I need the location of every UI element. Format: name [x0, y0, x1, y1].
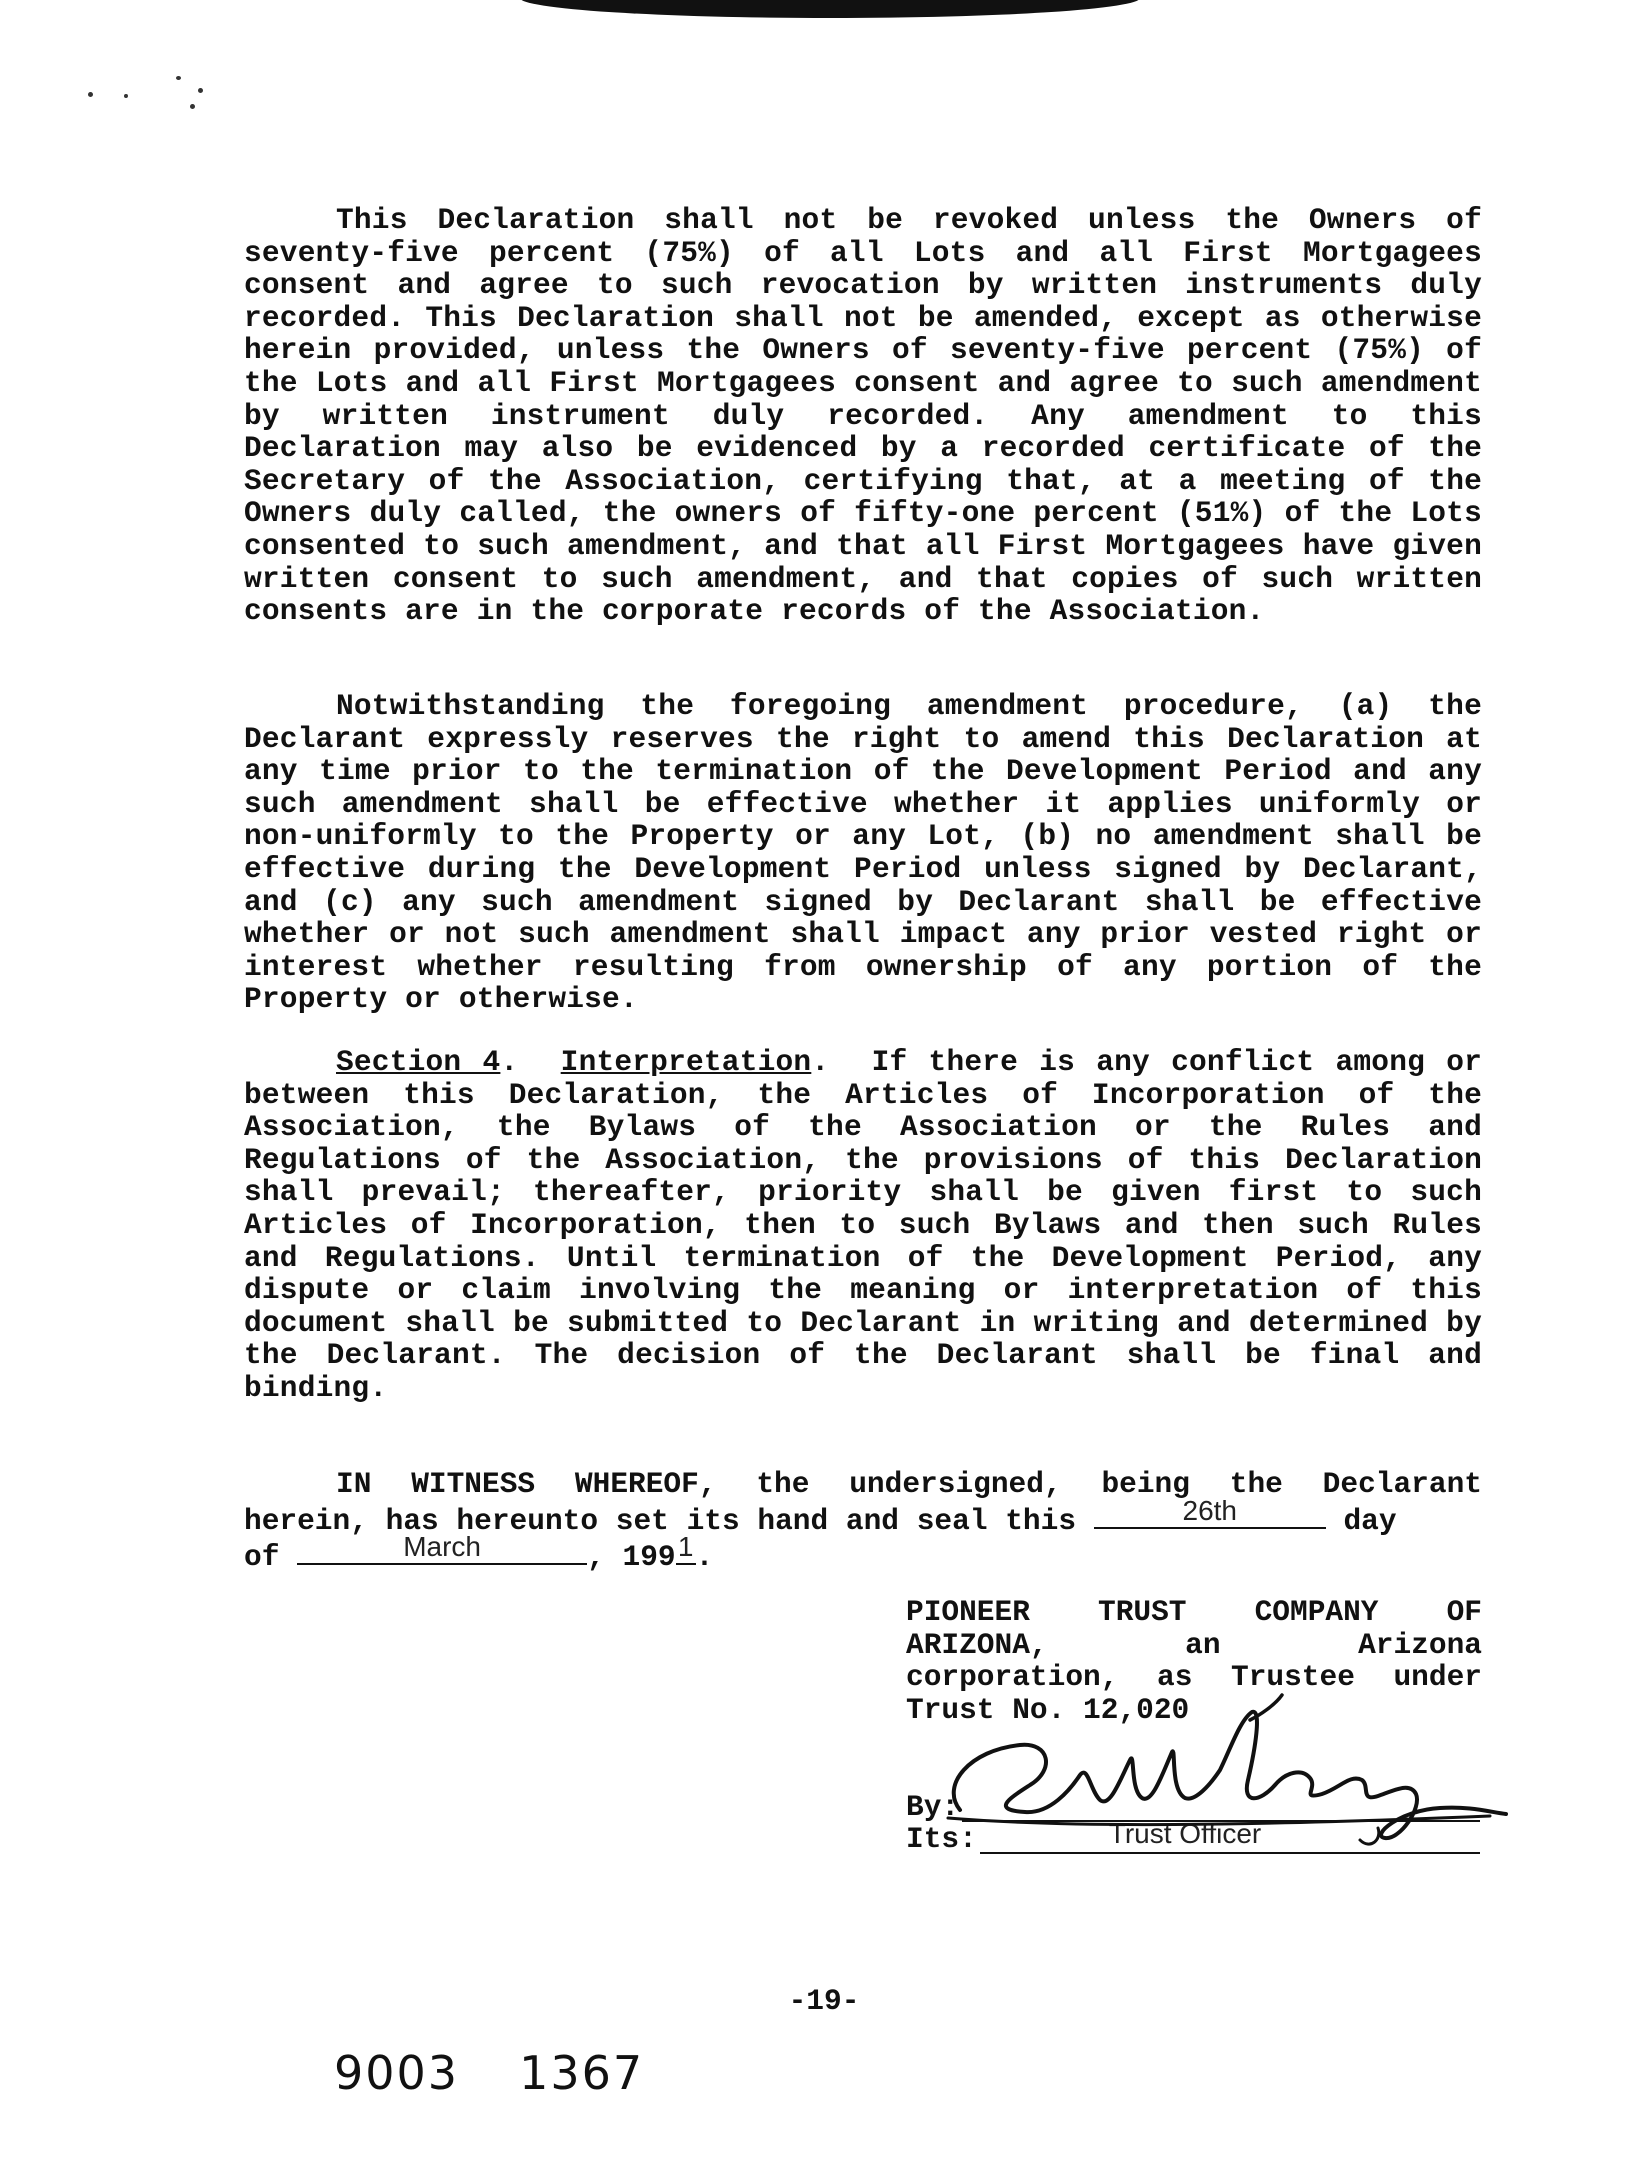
section-4-text: If there is any conflict among or between this Declaration, the Articles of Incorporation of the Association, the Bylaws of the Association or the Rules and Regulations of the Association, the provisions of this Declaration shall prevail; thereafter, priority shall be given first to such Articles of Incorporation, then to such Bylaws and then such Rules and Regulations. Until termination of the Development Period, any dispute or claim involving the meaning or interpretation of this document shall be submitted to Declarant in writing and determined by the Declarant. The decision of the Declarant shall be final and binding. [244, 1045, 1483, 1405]
scan-speck [124, 94, 128, 98]
scan-speck [176, 76, 181, 80]
scan-speck [198, 88, 203, 93]
day-blank [1094, 1494, 1326, 1529]
paragraph-declarant-amendment [244, 690, 1482, 1016]
month-blank [297, 1531, 587, 1565]
year-prefix: , 199 [587, 1540, 676, 1575]
scan-smudge [520, 0, 1140, 18]
year-blank [676, 1531, 696, 1565]
witness-line-2-text: herein, has hereunto set its hand and seal this [244, 1503, 1077, 1538]
recording-stamp [334, 2046, 644, 2100]
section-label: Section 4 [336, 1045, 501, 1079]
day-word: day [1343, 1503, 1397, 1538]
paragraph-revocation-text: This Declaration shall not be revoked unless the Owners of seventy-five percent (75%) of all Lots and all First Mortgagees consent and agree to such revocation by written instruments duly recorded. This Declaration shall not be amended, except as otherwise herein provided, unless the Owners of seventy-five percent (75%) of the Lots and all First Mortgagees consent and agree to such amendment by written instrument duly recorded. Any amendment to this Declaration may also be evidenced by a recorded certificate of the Secretary of the Association, certifying that, at a meeting of the Owners duly called, the owners of fifty-one percent (51%) of the Lots consented to such amendment, and that all First Mortgagees have given written consent to such amendment, and that copies of such written consents are in the corporate records of the Association. [244, 203, 1482, 629]
signatory-line-3: corporation, as Trustee under [906, 1660, 1482, 1695]
month-value: March [403, 1531, 481, 1563]
signatory-line-4: Trust No. 12,020 [906, 1692, 1190, 1727]
year-digit: 1 [677, 1531, 694, 1563]
of-word: of [244, 1540, 280, 1575]
page-number: -19- [788, 1984, 860, 2018]
scan-speck [88, 92, 93, 97]
its-value: Trust Officer [1108, 1818, 1262, 1849]
witness-clause [244, 1468, 1482, 1574]
day-value: 26th [1182, 1494, 1237, 1526]
its-label: Its: [906, 1822, 977, 1856]
section-heading: Interpretation [560, 1045, 812, 1079]
paragraph-revocation [244, 204, 1482, 628]
signatory-line-2: ARIZONA, an Arizona [906, 1627, 1482, 1662]
stamp-part-1: 9003 [334, 2046, 460, 2100]
paragraph-declarant-amendment-text: Notwithstanding the foregoing amendment procedure, (a) the Declarant expressly reserves the right to amend this Declaration at any time prior to the termination of the Development Period and any such amendment shall be effective whether it applies uniformly or non-uniformly to the Property or any Lot, (b) no amendment shall be effective during the Development Period unless signed by Declarant, and (c) any such amendment signed by Declarant shall be effective whether or not such amendment shall impact any prior vested right or interest whether resulting from ownership of any portion of the Property or otherwise. [244, 689, 1482, 1017]
witness-period: . [695, 1540, 714, 1575]
by-label: By: [906, 1790, 960, 1824]
witness-line-1-text: IN WITNESS WHEREOF, the undersigned, being the Declarant [336, 1467, 1482, 1501]
handwritten-signature [930, 1690, 1510, 1860]
witness-line-3 [244, 1531, 1482, 1575]
section-4-interpretation: Section 4. Interpretation. If there is any conflict among or between this Declaration, the Articles of Incorporation of the Association, the Bylaws of the Association or the Rules and Regulations of the Association, the provisions of this Declaration shall prevail; thereafter, priority shall be given first to such Articles of Incorporation, then to such Bylaws and then such Rules and Regulations. Until termination of the Development Period, any dispute or claim involving the meaning or interpretation of this document shall be submitted to Declarant in writing and determined by the Declarant. The decision of the Declarant shall be final and binding. [244, 1045, 1483, 1405]
stamp-part-2: 1367 [519, 2046, 645, 2100]
scan-speck [190, 104, 195, 109]
signatory-line-1: PIONEER TRUST COMPANY OF [906, 1595, 1482, 1629]
